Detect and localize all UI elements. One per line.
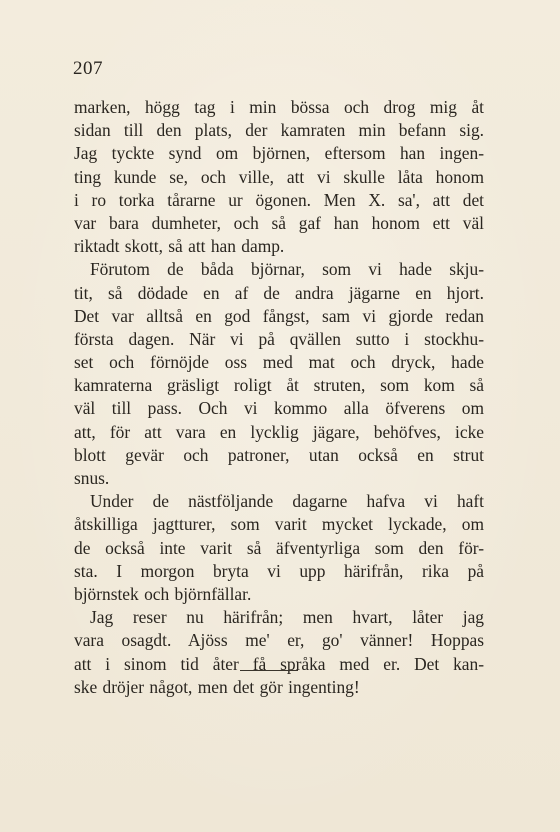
text-line: snus.: [74, 468, 110, 488]
text-line: björnstek och björnfällar.: [74, 583, 252, 604]
text-line: första dagen. När vi på qvällen sutto i stockhu-: [74, 328, 484, 349]
text-line: set och förnöjde oss med mat och dryck, hade: [74, 352, 484, 373]
text-line: Jag tyckte synd om björnen, eftersom han ingen-: [74, 143, 484, 164]
text-line: åtskilliga jagtturer, som varit mycket lyckade, om: [74, 514, 484, 535]
text-line: Under de nästföljande dagarne hafva vi haft: [90, 491, 484, 512]
text-line: ske dröjer något, men det gör ingenting!: [74, 676, 360, 697]
text-line: väl till pass. Och vi kommo alla öfverens om: [74, 398, 484, 419]
body-text: [74, 96, 484, 699]
text-line: tit, så dödade en af de andra jägarne en hjort.: [74, 282, 484, 303]
text-line: riktadt skott, så att han damp.: [74, 236, 285, 257]
text-line: kamraterna gräsligt roligt åt struten, som kom så: [74, 375, 484, 396]
text-line: marken, högg tag i min bössa och drog mig åt: [74, 97, 484, 117]
text-line: vara osagdt. Ajöss me' er, go' vänner! Hoppas: [74, 630, 484, 651]
text-line: blott gevär och patroner, utan också en strut: [74, 444, 484, 465]
text-line: de också inte varit så äfventyrliga som den för-: [74, 537, 484, 558]
text-line: var bara dumheter, och så gaf han honom ett väl: [74, 212, 484, 233]
text-line: Det var alltså en god fångst, sam vi gjorde redan: [74, 305, 484, 326]
text-line: ting kunde se, och ville, att vi skulle låta honom: [74, 166, 484, 187]
text-line: sta. I morgon bryta vi upp härifrån, rika på: [74, 560, 484, 581]
text-line: Jag reser nu härifrån; men hvart, låter jag: [90, 607, 484, 628]
text-line: Förutom de båda björnar, som vi hade skju-: [90, 259, 484, 280]
page-number: 207: [73, 58, 103, 79]
text-line: att i sinom tid åter få språka med er. Det kan-: [74, 653, 484, 674]
text-line: att, för att vara en lycklig jägare, behöfves, icke: [74, 421, 484, 442]
text-line: sidan till den plats, der kamraten min befann sig.: [74, 120, 484, 141]
text-line: i ro torka tårarne ur ögonen. Men X. sa', att det: [74, 189, 484, 210]
section-divider: [240, 670, 298, 671]
